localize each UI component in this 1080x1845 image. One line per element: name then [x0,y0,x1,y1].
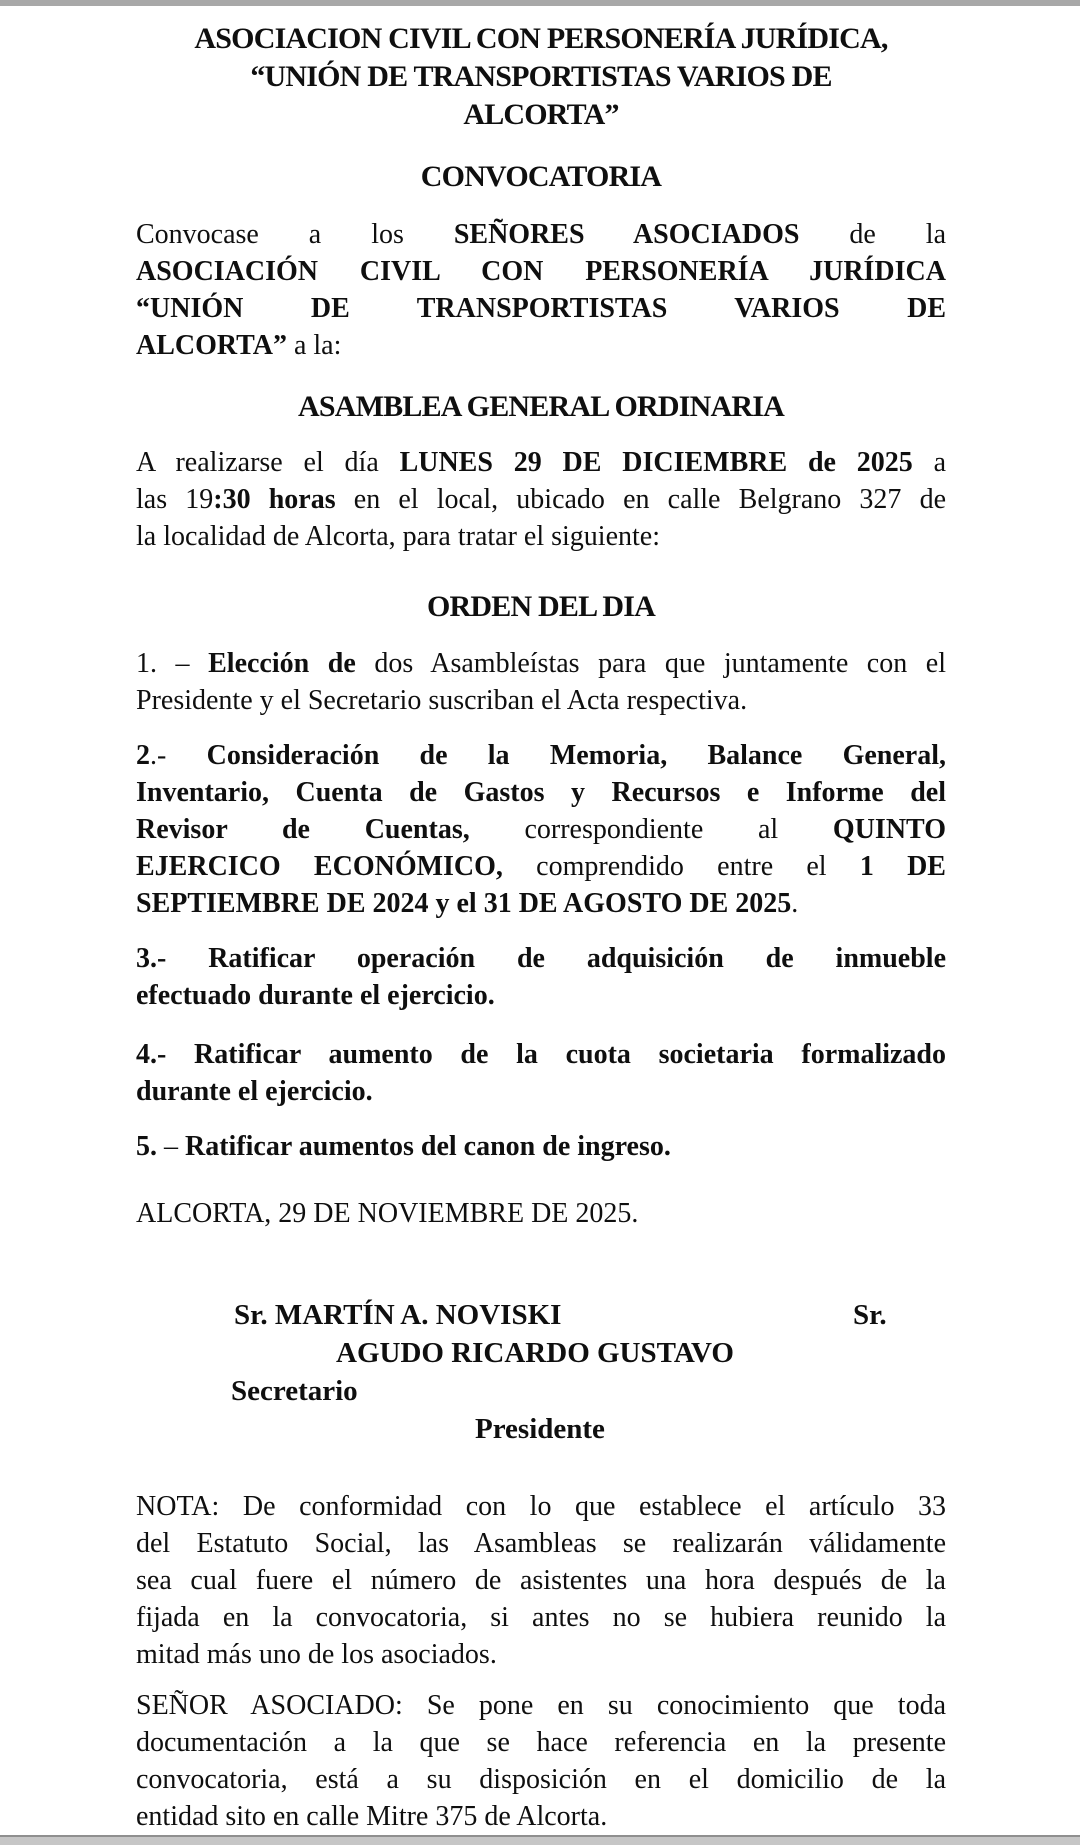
text-run: del Estatuto Social, las Asambleas se realizarán válidamente [136,1528,946,1559]
text-run: comprendido entre el [502,851,860,882]
text-run: ALCORTA” [463,98,619,131]
text-run: Presidente y el Secretario suscriban el Acta respectiva. [136,685,748,716]
date-line [136,1195,946,1232]
text-line [136,388,946,426]
text-run: ALCORTA, 29 DE NOVIEMBRE DE 2025. [136,1198,639,1229]
convocation-paragraph [136,216,946,364]
meeting-details-paragraph [136,444,946,555]
text-line [136,290,946,327]
text-line [136,588,946,626]
text-line [136,1599,946,1636]
text-run: 5. [136,1131,157,1162]
text-line [136,518,946,555]
text-run: LUNES 29 DE DICIEMBRE de 2025 [399,447,913,478]
text-run: Sr. [853,1299,887,1331]
text-run: ORDEN DEL DIA [427,590,655,623]
text-run: Sr. MARTÍN A. NOVISKI [234,1299,562,1331]
text-run: “UNIÓN DE TRANSPORTISTAS VARIOS DE [250,60,832,93]
text-line [136,848,946,885]
text-run: 1 DE [859,851,946,882]
top-edge-line [0,0,1080,6]
text-line [136,327,946,364]
bottom-edge-line [0,1835,1080,1845]
text-run: a la: [286,330,342,361]
text-run: SEÑOR ASOCIADO: Se pone en su conocimiento que toda [136,1690,946,1721]
text-line [136,158,946,196]
text-run: documentación a la que se hace referencia en la presente [136,1727,946,1758]
text-run: Revisor de Cuentas, [136,814,470,845]
nota-paragraph [136,1488,946,1673]
text-run: ASOCIACIÓN CIVIL CON PERSONERÍA JURÍDICA [136,256,946,287]
text-run: Secretario [231,1375,358,1407]
text-line [136,58,946,96]
text-run: dos Asambleístas para que juntamente con el [355,648,947,679]
text-line [136,20,946,58]
text-run: – [157,1131,185,1162]
text-line [136,940,946,977]
text-run: Ratificar aumentos del canon de ingreso. [185,1131,671,1162]
text-run: :30 horas [213,484,336,515]
text-run: . [791,888,799,919]
text-line [136,774,946,811]
text-line [136,1724,946,1761]
text-run: durante el ejercicio. [136,1076,373,1107]
text-line [136,1372,946,1410]
text-line [136,444,946,481]
senor-asociado-paragraph [136,1687,946,1835]
text-line [136,96,946,134]
text-run: 1. – [136,648,209,679]
text-line [136,1128,946,1165]
text-run: NOTA: De conformidad con lo que establece el artículo 33 [136,1491,946,1522]
text-run: convocatoria, está a su disposición en el domicilio de la [136,1764,946,1795]
text-run: Consideración de la Memoria, Balance General, [206,740,947,771]
text-line [136,481,946,518]
text-run: las 19 [136,484,214,515]
signature-block [136,1296,946,1448]
text-run: ASOCIACION CIVIL CON PERSONERÍA JURÍDICA, [194,22,888,55]
text-line [136,1798,946,1835]
text-run: mitad más uno de los asociados. [136,1639,497,1670]
agenda-item-5 [136,1128,946,1165]
text-line [136,885,946,922]
text-line [136,1195,946,1232]
text-line [136,1488,946,1525]
text-run: “UNIÓN DE TRANSPORTISTAS VARIOS DE [136,293,946,324]
text-run: SEPTIEMBRE DE 2024 y el 31 DE AGOSTO DE 2025 [136,888,792,919]
text-run: Elección de [208,648,356,679]
text-run: A realizarse el día [136,447,400,478]
text-run: de la [799,219,946,250]
text-line [136,1334,946,1372]
asamblea-heading [136,388,946,426]
text-run: Presidente [475,1413,605,1445]
text-run: 3.- Ratificar operación de adquisición de inmueble [136,943,946,974]
text-run: ALCORTA” [136,330,287,361]
text-run: ASAMBLEA GENERAL ORDINARIA [298,390,784,423]
text-line [136,682,946,719]
agenda-item-3 [136,940,946,1014]
text-line [136,1687,946,1724]
text-line [136,811,946,848]
agenda-item-1 [136,645,946,719]
text-run: EJERCICO ECONÓMICO, [136,851,503,882]
text-run: 4.- Ratificar aumento de la cuota societaria formalizado [136,1039,946,1070]
text-line [136,737,946,774]
convocatoria-heading [136,158,946,196]
text-line [136,1036,946,1073]
orden-del-dia-heading [136,588,946,626]
text-line [136,1296,946,1334]
text-line [136,977,946,1014]
text-line [136,216,946,253]
text-run: CONVOCATORIA [420,160,662,193]
text-run: correspondiente al [469,814,833,845]
text-line [136,1562,946,1599]
text-run: QUINTO [832,814,946,845]
text-run: sea cual fuere el número de asistentes una hora después de la [136,1565,946,1596]
text-run: AGUDO RICARDO GUSTAVO [336,1337,734,1369]
text-run: efectuado durante el ejercicio. [136,980,495,1011]
text-run: fijada en la convocatoria, si antes no se hubiera reunido la [136,1602,946,1633]
text-run: la localidad de Alcorta, para tratar el siguiente: [136,521,660,552]
text-run: Inventario, Cuenta de Gastos y Recursos e Informe del [136,777,946,808]
text-line [136,1525,946,1562]
text-line [136,1636,946,1673]
text-run: SEÑORES ASOCIADOS [453,219,800,250]
text-line [136,1073,946,1110]
text-run: a [912,447,946,478]
text-line [136,1410,946,1448]
text-run: 2 [136,740,150,771]
text-line [136,1761,946,1798]
text-run: Convocase a los [136,219,454,250]
agenda-item-4 [136,1036,946,1110]
text-run: en el local, ubicado en calle Belgrano 327 de [335,484,946,515]
text-line [136,645,946,682]
association-title [136,20,946,134]
agenda-item-2 [136,737,946,922]
text-run: entidad sito en calle Mitre 375 de Alcorta. [136,1801,608,1832]
text-run: .- [150,740,207,771]
text-line [136,253,946,290]
